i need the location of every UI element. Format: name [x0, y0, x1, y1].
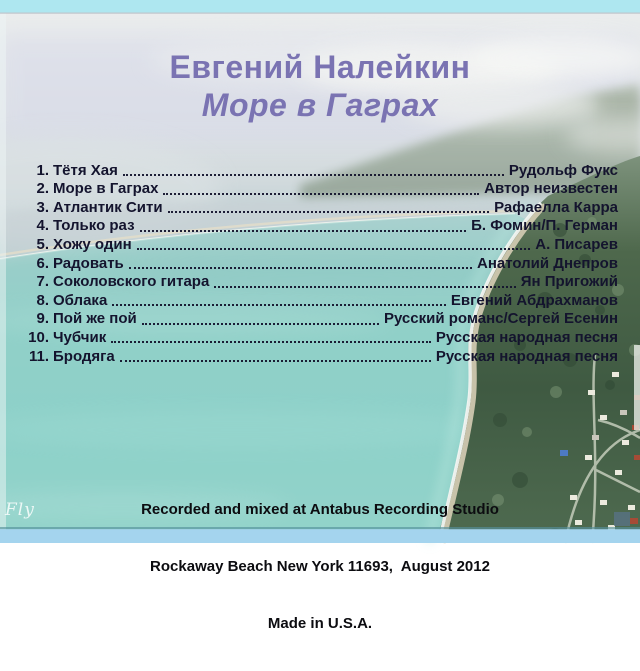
track-row — [28, 310, 618, 329]
track-title: Бродяга — [53, 347, 115, 365]
track-artist: Рафаелла Карра — [494, 198, 618, 216]
track-title: Тётя Хая — [53, 161, 118, 179]
artist-name: Евгений Налейкин — [169, 49, 471, 85]
dot-leader — [123, 174, 504, 176]
track-row — [28, 217, 618, 236]
dot-leader — [163, 193, 479, 195]
track-artist: А. Писарев — [535, 235, 618, 253]
track-row — [28, 198, 618, 217]
dot-leader — [112, 304, 446, 306]
track-title: Пой же пой — [53, 310, 137, 328]
track-number: 1. — [36, 161, 49, 179]
track-title: Облака — [53, 291, 108, 309]
track-artist: Рудольф Фукс — [508, 161, 618, 179]
track-title: Соколовского гитара — [53, 273, 210, 291]
track-artist: Русский романс/Сергей Есенин — [383, 310, 618, 328]
dot-leader — [129, 267, 472, 269]
track-title: Только раз — [53, 217, 135, 235]
track-number: 10. — [28, 328, 49, 346]
track-artist: Русская народная песня — [435, 328, 618, 346]
track-artist: Автор неизвестен — [484, 180, 618, 198]
album-title: Море в Гаграх — [201, 87, 439, 123]
track-title: Море в Гаграх — [53, 180, 159, 198]
track-number: 5. — [36, 235, 49, 253]
credits-line-address: Rockaway Beach New York 11693, August 2012 — [150, 558, 490, 575]
dot-leader — [214, 286, 515, 288]
track-number: 3. — [36, 198, 49, 216]
track-artist: Ян Пригожий — [520, 273, 618, 291]
track-row — [28, 328, 618, 347]
track-list — [28, 161, 618, 366]
dot-leader — [142, 323, 379, 325]
track-row — [28, 291, 618, 310]
track-row — [28, 254, 618, 273]
track-artist: Анатолий Днепров — [476, 254, 618, 272]
track-number: 7. — [36, 273, 49, 291]
track-title: Чубчик — [53, 328, 107, 346]
dot-leader — [137, 248, 531, 250]
track-artist: Русская народная песня — [435, 347, 618, 365]
track-row — [28, 180, 618, 199]
track-number: 11. — [28, 347, 49, 365]
track-row — [28, 161, 618, 180]
dot-leader — [140, 230, 467, 232]
track-title: Хожу один — [53, 235, 132, 253]
track-number: 9. — [36, 310, 49, 328]
track-row — [28, 235, 618, 254]
track-number: 2. — [36, 180, 49, 198]
track-artist: Евгений Абдрахманов — [450, 291, 618, 309]
dot-leader — [168, 211, 490, 213]
track-number: 4. — [36, 217, 49, 235]
track-row — [28, 273, 618, 292]
track-number: 6. — [36, 254, 49, 272]
credits — [0, 462, 640, 671]
track-title: Атлантик Сити — [53, 198, 163, 216]
watermark: Fly — [5, 500, 35, 520]
track-row — [28, 347, 618, 366]
dot-leader — [111, 341, 431, 343]
track-artist: Б. Фомин/П. Герман — [471, 217, 618, 235]
track-number: 8. — [36, 291, 49, 309]
album-header — [0, 48, 640, 124]
dot-leader — [120, 360, 431, 362]
credits-line-studio: Recorded and mixed at Antabus Recording Studio — [141, 501, 499, 518]
credits-line-country: Made in U.S.A. — [267, 615, 373, 632]
track-title: Радовать — [53, 254, 124, 272]
